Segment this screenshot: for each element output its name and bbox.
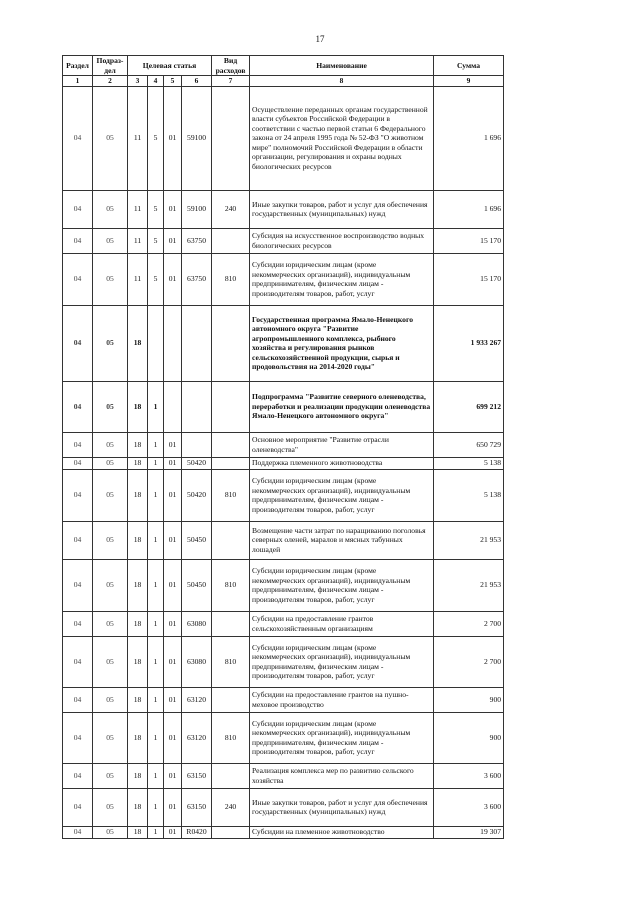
cell-program: 11 bbox=[128, 86, 148, 190]
table-row bbox=[63, 559, 504, 611]
cell-name: Субсидии на предоставление грантов на пушно-меховое производство bbox=[250, 687, 434, 712]
cell-direction: 63120 bbox=[182, 712, 212, 763]
cell-subsection: 05 bbox=[93, 190, 128, 228]
cell-section: 04 bbox=[63, 687, 93, 712]
cell-sum: 650 729 bbox=[434, 432, 504, 457]
cell-name: Субсидии юридическим лицам (кроме некоммерческих организаций), индивидуальным предпринимателям, физическим лицам - производителям товаров, работ, услуг bbox=[250, 253, 434, 305]
cell-section: 04 bbox=[63, 712, 93, 763]
cell-program: 11 bbox=[128, 190, 148, 228]
cell-sum: 1 933 267 bbox=[434, 305, 504, 381]
cell-section: 04 bbox=[63, 469, 93, 521]
budget-table bbox=[62, 55, 504, 839]
cell-section: 04 bbox=[63, 228, 93, 253]
cell-expense-type bbox=[212, 305, 250, 381]
cell-subprogram: 1 bbox=[148, 788, 164, 826]
cell-subsection: 05 bbox=[93, 469, 128, 521]
cell-sum: 2 700 bbox=[434, 636, 504, 687]
cell-expense-type: 810 bbox=[212, 253, 250, 305]
table-row bbox=[63, 305, 504, 381]
cell-sum: 2 700 bbox=[434, 611, 504, 636]
cell-expense-type: 810 bbox=[212, 636, 250, 687]
header-target: Целевая статья bbox=[128, 56, 212, 76]
table-row bbox=[63, 381, 504, 432]
cell-name: Субсидии юридическим лицам (кроме некоммерческих организаций), индивидуальным предпринимателям, физическим лицам - производителям товаров, работ, услуг bbox=[250, 469, 434, 521]
cell-direction bbox=[182, 432, 212, 457]
cell-direction: 63750 bbox=[182, 228, 212, 253]
cell-subsection: 05 bbox=[93, 788, 128, 826]
cell-expense-type bbox=[212, 457, 250, 469]
cell-direction: R0420 bbox=[182, 826, 212, 838]
header-row bbox=[63, 56, 504, 76]
cell-program: 18 bbox=[128, 826, 148, 838]
cell-name: Субсидии юридическим лицам (кроме некоммерческих организаций), индивидуальным предпринимателям, физическим лицам - производителям товаров, работ, услуг bbox=[250, 559, 434, 611]
cell-subsection: 05 bbox=[93, 381, 128, 432]
cell-name: Поддержка племенного животноводства bbox=[250, 457, 434, 469]
cell-subprogram: 1 bbox=[148, 521, 164, 559]
cell-section: 04 bbox=[63, 763, 93, 788]
cell-expense-type: 810 bbox=[212, 559, 250, 611]
header-sum: Сумма bbox=[434, 56, 504, 76]
cell-expense-type bbox=[212, 826, 250, 838]
cell-direction: 63750 bbox=[182, 253, 212, 305]
cell-section: 04 bbox=[63, 432, 93, 457]
cell-subprogram: 5 bbox=[148, 86, 164, 190]
cell-subsection: 05 bbox=[93, 521, 128, 559]
cell-section: 04 bbox=[63, 826, 93, 838]
cell-name: Подпрограмма "Развитие северного оленеводства, переработки и реализации продукции оленеводства Ямало-Ненецкого автономного округа" bbox=[250, 381, 434, 432]
cell-subprogram: 1 bbox=[148, 712, 164, 763]
cell-direction: 63080 bbox=[182, 611, 212, 636]
cell-expense-type: 240 bbox=[212, 788, 250, 826]
cell-subsection: 05 bbox=[93, 457, 128, 469]
cell-subsection: 05 bbox=[93, 636, 128, 687]
cell-section: 04 bbox=[63, 788, 93, 826]
cell-name: Субсидии на племенное животноводство bbox=[250, 826, 434, 838]
cell-subsection: 05 bbox=[93, 687, 128, 712]
table-row bbox=[63, 712, 504, 763]
cell-name: Государственная программа Ямало-Ненецкого автономного округа "Развитие агропромышленного комплекса, рыбного хозяйства и регулирования рынков сельскохозяйственной продукции, сырья и продовольствия на 2014-2020 годы" bbox=[250, 305, 434, 381]
header-section: Раздел bbox=[63, 56, 93, 76]
cell-name: Осуществление переданных органам государственной власти субъектов Российской Федерации в соответствии с частью первой статьи 6 Федерального закона от 24 апреля 1995 года № 52-ФЗ "О животном мире" полномочий Российской Федерации в области организации, регулирования и охраны водных биологических ресурсов bbox=[250, 86, 434, 190]
cell-activity: 01 bbox=[164, 469, 182, 521]
cell-section: 04 bbox=[63, 86, 93, 190]
cell-expense-type: 810 bbox=[212, 469, 250, 521]
cell-subprogram: 1 bbox=[148, 432, 164, 457]
cell-activity: 01 bbox=[164, 86, 182, 190]
cell-program: 18 bbox=[128, 469, 148, 521]
cell-direction: 50450 bbox=[182, 559, 212, 611]
cell-program: 18 bbox=[128, 457, 148, 469]
cell-subsection: 05 bbox=[93, 305, 128, 381]
cell-expense-type bbox=[212, 611, 250, 636]
cell-section: 04 bbox=[63, 305, 93, 381]
cell-program: 18 bbox=[128, 611, 148, 636]
cell-direction bbox=[182, 305, 212, 381]
cell-activity: 01 bbox=[164, 432, 182, 457]
cell-section: 04 bbox=[63, 253, 93, 305]
table-row bbox=[63, 432, 504, 457]
cell-subsection: 05 bbox=[93, 611, 128, 636]
cell-direction: 63150 bbox=[182, 788, 212, 826]
cell-sum: 5 138 bbox=[434, 469, 504, 521]
cell-expense-type bbox=[212, 521, 250, 559]
cell-name: Субсидии на предоставление грантов сельскохозяйственным организациям bbox=[250, 611, 434, 636]
column-number-row bbox=[63, 76, 504, 87]
table-row bbox=[63, 253, 504, 305]
column-number: 3 bbox=[128, 76, 148, 87]
cell-sum: 699 212 bbox=[434, 381, 504, 432]
cell-subsection: 05 bbox=[93, 432, 128, 457]
cell-activity: 01 bbox=[164, 611, 182, 636]
cell-program: 18 bbox=[128, 687, 148, 712]
cell-subprogram: 1 bbox=[148, 457, 164, 469]
column-number: 6 bbox=[182, 76, 212, 87]
cell-program: 18 bbox=[128, 763, 148, 788]
cell-subprogram: 1 bbox=[148, 559, 164, 611]
cell-subprogram bbox=[148, 305, 164, 381]
cell-activity: 01 bbox=[164, 788, 182, 826]
cell-subsection: 05 bbox=[93, 763, 128, 788]
table-row bbox=[63, 687, 504, 712]
cell-activity: 01 bbox=[164, 190, 182, 228]
cell-subprogram: 1 bbox=[148, 611, 164, 636]
table-row bbox=[63, 763, 504, 788]
cell-activity: 01 bbox=[164, 687, 182, 712]
cell-subsection: 05 bbox=[93, 86, 128, 190]
cell-activity: 01 bbox=[164, 826, 182, 838]
cell-subprogram: 5 bbox=[148, 228, 164, 253]
cell-direction bbox=[182, 381, 212, 432]
cell-direction: 50450 bbox=[182, 521, 212, 559]
table-row bbox=[63, 611, 504, 636]
column-number: 7 bbox=[212, 76, 250, 87]
cell-activity bbox=[164, 305, 182, 381]
table-row bbox=[63, 788, 504, 826]
cell-direction: 59100 bbox=[182, 86, 212, 190]
cell-sum: 3 600 bbox=[434, 788, 504, 826]
column-number: 8 bbox=[250, 76, 434, 87]
cell-program: 18 bbox=[128, 521, 148, 559]
cell-activity: 01 bbox=[164, 636, 182, 687]
column-number: 9 bbox=[434, 76, 504, 87]
cell-name: Субсидии юридическим лицам (кроме некоммерческих организаций), индивидуальным предпринимателям, физическим лицам - производителям товаров, работ, услуг bbox=[250, 636, 434, 687]
cell-direction: 63150 bbox=[182, 763, 212, 788]
cell-direction: 50420 bbox=[182, 457, 212, 469]
cell-sum: 19 307 bbox=[434, 826, 504, 838]
cell-section: 04 bbox=[63, 381, 93, 432]
cell-expense-type bbox=[212, 763, 250, 788]
column-number: 4 bbox=[148, 76, 164, 87]
cell-direction: 59100 bbox=[182, 190, 212, 228]
cell-sum: 1 696 bbox=[434, 190, 504, 228]
cell-subprogram: 5 bbox=[148, 253, 164, 305]
cell-sum: 3 600 bbox=[434, 763, 504, 788]
column-number: 2 bbox=[93, 76, 128, 87]
table-row bbox=[63, 457, 504, 469]
cell-section: 04 bbox=[63, 457, 93, 469]
cell-expense-type bbox=[212, 687, 250, 712]
cell-program: 11 bbox=[128, 253, 148, 305]
table-row bbox=[63, 86, 504, 190]
cell-name: Основное мероприятие "Развитие отрасли оленеводства" bbox=[250, 432, 434, 457]
cell-sum: 900 bbox=[434, 712, 504, 763]
cell-program: 18 bbox=[128, 788, 148, 826]
cell-program: 18 bbox=[128, 559, 148, 611]
cell-program: 18 bbox=[128, 381, 148, 432]
cell-activity: 01 bbox=[164, 763, 182, 788]
cell-direction: 63120 bbox=[182, 687, 212, 712]
cell-direction: 50420 bbox=[182, 469, 212, 521]
cell-name: Субсидии юридическим лицам (кроме некоммерческих организаций), индивидуальным предпринимателям, физическим лицам - производителям товаров, работ, услуг bbox=[250, 712, 434, 763]
cell-name: Возмещение части затрат по наращиванию поголовья северных оленей, маралов и мясных табунных лошадей bbox=[250, 521, 434, 559]
cell-activity: 01 bbox=[164, 559, 182, 611]
cell-activity: 01 bbox=[164, 253, 182, 305]
cell-activity: 01 bbox=[164, 228, 182, 253]
cell-activity: 01 bbox=[164, 521, 182, 559]
cell-subprogram: 1 bbox=[148, 687, 164, 712]
header-subsection: Подраз- дел bbox=[93, 56, 128, 76]
cell-subprogram: 1 bbox=[148, 763, 164, 788]
cell-program: 18 bbox=[128, 712, 148, 763]
cell-name: Иные закупки товаров, работ и услуг для обеспечения государственных (муниципальных) нужд bbox=[250, 190, 434, 228]
page-number: 17 bbox=[315, 34, 325, 44]
cell-sum: 900 bbox=[434, 687, 504, 712]
table-row bbox=[63, 636, 504, 687]
table-row bbox=[63, 826, 504, 838]
table-row bbox=[63, 228, 504, 253]
table-row bbox=[63, 469, 504, 521]
cell-expense-type bbox=[212, 432, 250, 457]
cell-subprogram: 1 bbox=[148, 636, 164, 687]
cell-sum: 15 170 bbox=[434, 228, 504, 253]
cell-activity: 01 bbox=[164, 712, 182, 763]
cell-subsection: 05 bbox=[93, 559, 128, 611]
cell-subsection: 05 bbox=[93, 712, 128, 763]
cell-expense-type bbox=[212, 86, 250, 190]
cell-direction: 63080 bbox=[182, 636, 212, 687]
table-row bbox=[63, 190, 504, 228]
cell-expense-type bbox=[212, 228, 250, 253]
cell-section: 04 bbox=[63, 521, 93, 559]
cell-sum: 21 953 bbox=[434, 559, 504, 611]
cell-program: 18 bbox=[128, 432, 148, 457]
cell-subprogram: 1 bbox=[148, 469, 164, 521]
cell-subsection: 05 bbox=[93, 826, 128, 838]
column-number: 1 bbox=[63, 76, 93, 87]
cell-subprogram: 5 bbox=[148, 190, 164, 228]
header-name: Наименование bbox=[250, 56, 434, 76]
cell-sum: 1 696 bbox=[434, 86, 504, 190]
cell-program: 18 bbox=[128, 636, 148, 687]
cell-subprogram: 1 bbox=[148, 826, 164, 838]
cell-section: 04 bbox=[63, 559, 93, 611]
cell-activity: 01 bbox=[164, 457, 182, 469]
cell-section: 04 bbox=[63, 636, 93, 687]
cell-expense-type bbox=[212, 381, 250, 432]
cell-section: 04 bbox=[63, 190, 93, 228]
column-number: 5 bbox=[164, 76, 182, 87]
cell-program: 11 bbox=[128, 228, 148, 253]
cell-name: Иные закупки товаров, работ и услуг для обеспечения государственных (муниципальных) нужд bbox=[250, 788, 434, 826]
cell-name: Реализация комплекса мер по развитию сельского хозяйства bbox=[250, 763, 434, 788]
cell-sum: 15 170 bbox=[434, 253, 504, 305]
cell-expense-type: 810 bbox=[212, 712, 250, 763]
cell-subsection: 05 bbox=[93, 228, 128, 253]
cell-sum: 21 953 bbox=[434, 521, 504, 559]
cell-section: 04 bbox=[63, 611, 93, 636]
cell-subprogram: 1 bbox=[148, 381, 164, 432]
cell-sum: 5 138 bbox=[434, 457, 504, 469]
header-expense-type: Вид расходов bbox=[212, 56, 250, 76]
cell-expense-type: 240 bbox=[212, 190, 250, 228]
cell-program: 18 bbox=[128, 305, 148, 381]
cell-name: Субсидия на искусственное воспроизводство водных биологических ресурсов bbox=[250, 228, 434, 253]
table-row bbox=[63, 521, 504, 559]
cell-activity bbox=[164, 381, 182, 432]
cell-subsection: 05 bbox=[93, 253, 128, 305]
